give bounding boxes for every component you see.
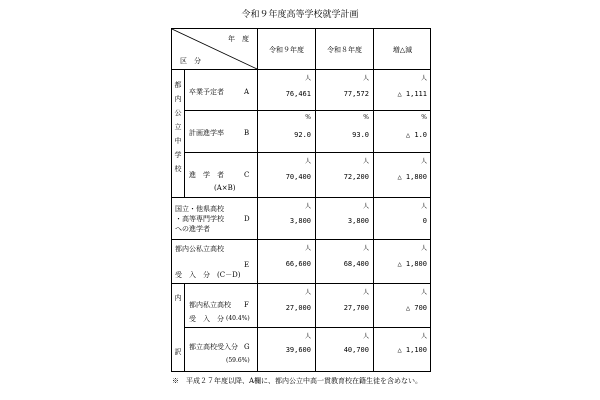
row-g-value-2: 40,700 [343, 346, 369, 354]
row-b-unit-2: % [363, 114, 369, 121]
row-g-unit-3: 人 [420, 333, 427, 340]
row-d-value-3: 0 [422, 217, 427, 225]
row-b-value-1: 92.0 [294, 131, 311, 139]
row-e-label-1: 都内公私立高校 [175, 245, 224, 253]
page-title: 令和９年度高等学校就学計画 [241, 10, 359, 20]
side-label-uchiwake: 内 訳 [174, 294, 182, 356]
header-bottom-line [171, 69, 431, 70]
row-f-unit-2: 人 [362, 289, 369, 296]
row-line-f [184, 327, 431, 328]
row-f-value-1: 27,000 [285, 304, 311, 312]
row-a-unit-2: 人 [362, 75, 369, 82]
row-line-b [184, 152, 431, 153]
row-b-label: 計画進学率 [189, 129, 224, 137]
side-label-tokunai: 都 内 公 立 中 学 校 [174, 81, 182, 173]
row-g-value-1: 39,600 [285, 346, 311, 354]
row-d-label-3: への進学者 [175, 225, 210, 233]
row-a-value-1: 76,461 [285, 90, 311, 98]
row-e-unit-3: 人 [420, 245, 427, 252]
row-a-label: 卒業予定者 [189, 88, 224, 96]
row-b-unit-3: % [421, 114, 427, 121]
row-f-label-1: 都内私立高校 [189, 301, 231, 309]
row-c-value-2: 72,200 [343, 173, 369, 181]
row-d-unit-2: 人 [362, 203, 369, 210]
row-d-label-2: ・高等専門学校 [175, 215, 224, 223]
row-d-value-2: 3,800 [347, 217, 369, 225]
row-e-value-3: △ 1,800 [397, 260, 427, 268]
row-g-unit-2: 人 [362, 333, 369, 340]
row-c-unit-2: 人 [362, 158, 369, 165]
row-c-code: C [244, 171, 250, 179]
row-f-unit-3: 人 [420, 289, 427, 296]
row-d-unit-1: 人 [304, 203, 311, 210]
row-f-code: F [244, 301, 249, 309]
row-c-unit-3: 人 [420, 158, 427, 165]
row-a-value-3: △ 1,111 [397, 90, 427, 98]
row-f-unit-1: 人 [304, 289, 311, 296]
row-b-value-2: 93.0 [352, 131, 369, 139]
header-col3: 増△減 [392, 46, 413, 54]
row-line-e [171, 283, 431, 284]
row-g-code: G [244, 343, 250, 351]
row-b-code: B [244, 129, 250, 137]
row-a-unit-1: 人 [304, 75, 311, 82]
row-g-label: 都立高校受入分 [189, 343, 238, 351]
row-b-value-3: △ 1.0 [405, 131, 427, 139]
row-a-code: A [244, 88, 250, 96]
row-line-c [171, 197, 431, 198]
row-e-code: E [244, 261, 250, 269]
row-a-unit-3: 人 [420, 75, 427, 82]
row-c-value-1: 70,400 [285, 173, 311, 181]
row-d-value-1: 3,800 [289, 217, 311, 225]
footnote: ※ 平成２７年度以降、A欄に、都内公立中高一貫教育校在籍生徒を含めない。 [172, 377, 423, 385]
row-c-unit-1: 人 [304, 158, 311, 165]
row-g-percent: (59.6%) [226, 357, 250, 364]
row-f-value-3: △ 700 [405, 304, 427, 312]
row-line-d [171, 239, 431, 240]
row-b-unit-1: % [305, 114, 311, 121]
row-d-code: D [244, 215, 250, 223]
row-a-value-2: 77,572 [343, 90, 369, 98]
row-d-unit-3: 人 [420, 203, 427, 210]
row-e-unit-1: 人 [304, 245, 311, 252]
row-e-label-2: 受 入 分 (C－D) [175, 271, 241, 279]
header-kubun: 区 分 [180, 57, 201, 65]
row-d-label-1: 国立・他県高校 [175, 205, 224, 213]
row-line-a [184, 110, 431, 111]
header-nendo: 年 度 [228, 35, 249, 43]
row-e-value-2: 68,400 [343, 260, 369, 268]
header-col1: 令和９年度 [269, 46, 304, 54]
row-g-unit-1: 人 [304, 333, 311, 340]
row-c-value-3: △ 1,800 [397, 173, 427, 181]
row-f-percent: (40.4%) [226, 315, 250, 322]
row-g-value-3: △ 1,100 [397, 346, 427, 354]
row-f-value-2: 27,700 [343, 304, 369, 312]
row-c-formula: (A×B) [214, 184, 236, 192]
side-divider-upper [184, 69, 185, 197]
row-e-unit-2: 人 [362, 245, 369, 252]
header-col2: 令和８年度 [327, 46, 362, 54]
row-f-label-2: 受 入 分 [189, 315, 224, 323]
row-e-value-1: 66,600 [285, 260, 311, 268]
row-c-label: 進 学 者 [189, 171, 224, 179]
